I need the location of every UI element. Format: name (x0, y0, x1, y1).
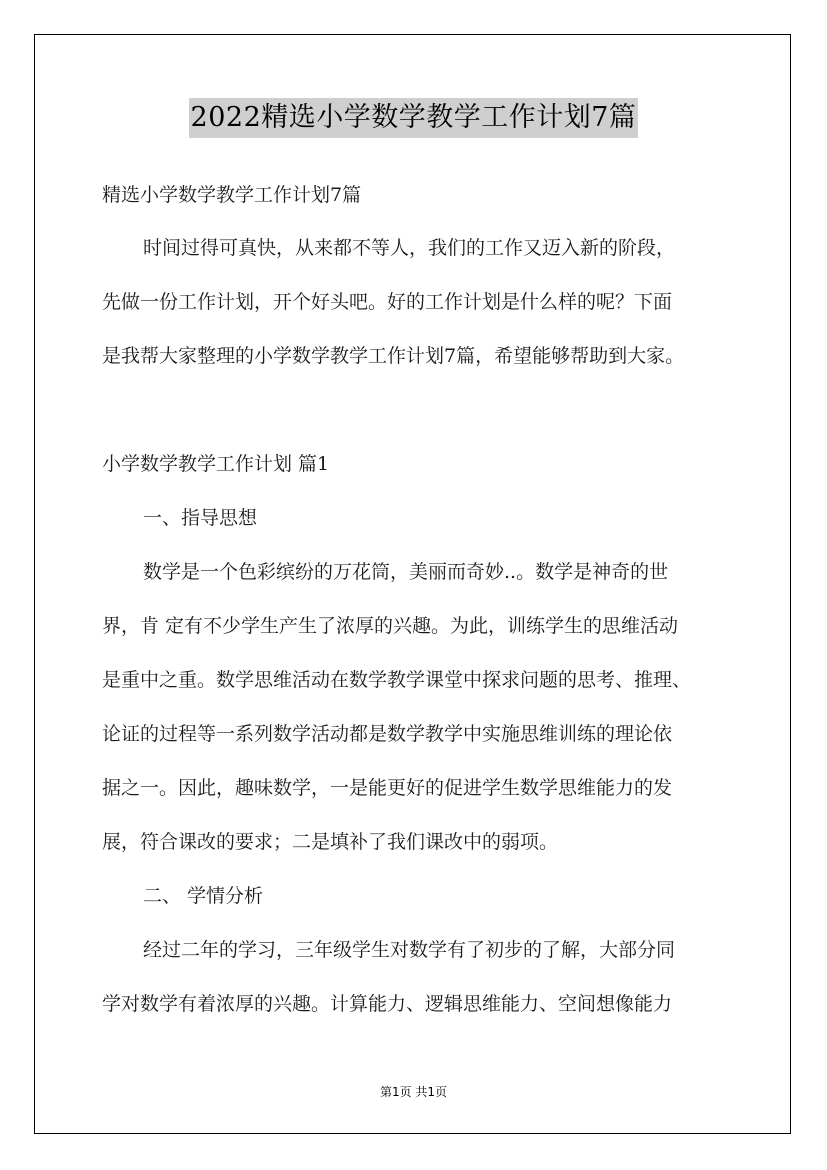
body-line: 时间过得可真快，从来都不等人，我们的工作又迈入新的阶段， (143, 237, 676, 259)
body-line: 展，符合课改的要求；二是填补了我们课改中的弱项。 (102, 831, 559, 853)
body-line: 先做一份工作计划，开个好头吧。好的工作计划是什么样的呢？下面 (102, 291, 673, 313)
subheading: 一、指导思想 (143, 507, 258, 529)
body-line: 学对数学有着浓厚的兴趣。计算能力、逻辑思维能力、空间想像能力 (102, 993, 673, 1015)
body-line: 是我帮大家整理的小学数学教学工作计划7篇，希望能够帮助到大家。 (102, 345, 685, 367)
body-line: 界，肯 定有不少学生产生了浓厚的兴趣。为此，训练学生的思维活动 (102, 615, 679, 637)
title-container (0, 98, 827, 138)
body-line: 论证的过程等一系列数学活动都是数学教学中实施思维训练的理论依 (102, 723, 673, 745)
body-line: 是重中之重。数学思维活动在数学教学课堂中探求问题的思考、推理、 (102, 669, 692, 691)
body-line: 据之一。因此，趣味数学，一是能更好的促进学生数学思维能力的发 (102, 777, 673, 799)
body-line: 经过二年的学习，三年级学生对数学有了初步的了解，大部分同 (143, 939, 676, 961)
page-number-footer: 第1页 共1页 (379, 1085, 448, 1099)
body-line: 数学是一个色彩缤纷的万花筒，美丽而奇妙..。数学是神奇的世 (143, 561, 669, 583)
document-title: 2022精选小学数学教学工作计划7篇 (189, 98, 639, 138)
subheading: 二、 学情分析 (143, 885, 264, 907)
subtitle-line: 精选小学数学教学工作计划7篇 (102, 184, 362, 206)
section-heading: 小学数学教学工作计划 篇1 (102, 453, 330, 475)
